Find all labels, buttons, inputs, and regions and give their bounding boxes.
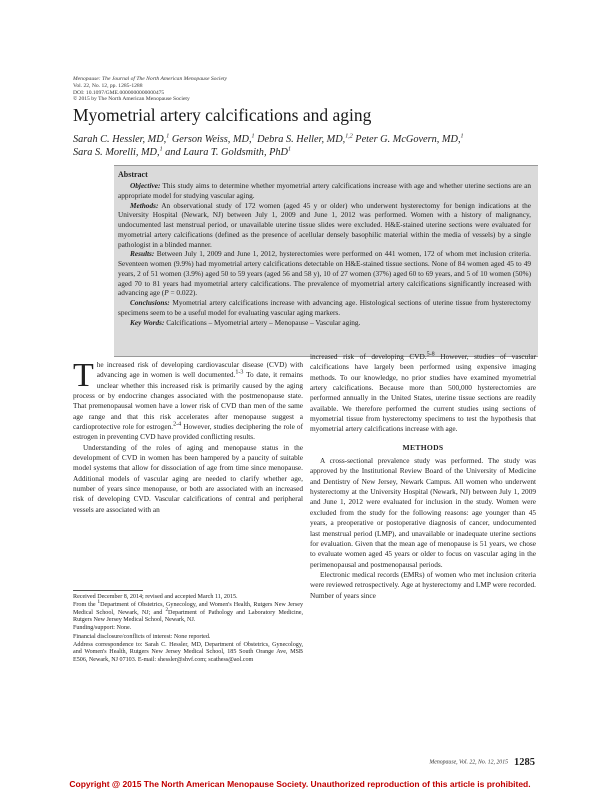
citation: 1-3	[235, 369, 244, 376]
methods-text: An observational study of 172 women (aged 45 y or older) who underwent hysterectomy for benign indications at the University Hospital (Newark, NJ) between July 1, 2009 and June 1, 2012 was performed. Women with a history of malignancy, undocumented last menstrual period, or unavailable uterine tissue slides were excluded. H&E-stained uterine sections were evaluated for myometrial artery calcifications (defined as the presence of acellular densely basophilic material within the media of vessels) by a single pathologist in a blinded manner.	[118, 200, 531, 249]
abstract-objective	[118, 181, 531, 201]
affiliation-text: Department of Pathology and Laboratory Medicine, Rutgers New Jersey Medical School, Newark, NJ.	[73, 609, 304, 624]
body-paragraph: Understanding of the roles of aging and menopause status in the development of CVD in women has been hampered by a paucity of suitable model systems that allow for dissociation of age from time since menopause. Additional models of vascular aging are needed to clarify whether age, number of years since menopause, or both are associated with an increased risk of developing CVD. Vascular calcifications of central and peripheral vessels are associated with an	[73, 442, 303, 514]
keywords-text: Calcifications – Myometrial artery – Menopause – Vascular aging.	[166, 317, 361, 327]
affiliation-mark: 1	[287, 146, 291, 153]
correspondence-address: Address correspondence to: Sarah C. Hessler, MD, Department of Obstetrics, Gynecology, and Women's Health, Rutgers New Jersey Medical School, 185 South Orange Ave, MSB E506, Newark, NJ 07103. E-mail: shessler@shvf.com; scathess@aol.com	[73, 641, 303, 663]
body-text: However, studies deciphering the role of estrogen in preventing CVD have provided conflicting results.	[73, 422, 303, 442]
p-value-symbol: P	[164, 288, 169, 298]
objective-text: This study aims to determine whether myometrial artery calcifications increase with age and whether uterine sections are an appropriate model for studying vascular aging.	[118, 181, 531, 200]
disclosure-note: Financial disclosure/conflicts of interest: None reported.	[73, 633, 211, 640]
methods-heading: METHODS	[402, 442, 444, 452]
abstract-methods	[118, 201, 531, 250]
left-column	[73, 357, 303, 515]
body-text: increased risk of developing CVD.	[310, 352, 427, 361]
citation: 5-8	[426, 351, 435, 358]
affiliation-mark: 1	[251, 133, 255, 140]
received-dates: Received December 8, 2014; revised and accepted March 11, 2015.	[73, 594, 238, 600]
funding-note: Funding/support: None.	[73, 625, 132, 632]
author-name: Debra S. Heller, MD,	[257, 134, 346, 145]
author-name: Peter G. McGovern, MD,	[355, 134, 461, 145]
objective-label: Objective:	[130, 181, 161, 190]
body-paragraph: A cross-sectional prevalence study was performed. The study was approved by the Institutional Review Board of the University of Medicine and Dentistry of New Jersey, Newark Campus. All women who underwent hysterectomy at the University Hospital (Newark, NJ) between July 1, 2009 and June 1, 2012 were evaluated for inclusion in the study. Women were excluded from the study for the following reasons: age younger than 45 years, a preoperative or postoperative diagnosis of cancer, undocumented last menstrual period (LMP), and unavailable or inadequate uterine sections for evaluation. Given that the mean age of menopause is 51 years, we chose to evaluate women aged 45 years or older to focus on vascular aging in the perimenopausal and postmenopausal periods.	[310, 456, 536, 569]
abstract-heading: Abstract	[118, 170, 148, 179]
footnotes	[73, 594, 303, 665]
results-end: = 0.022).	[168, 288, 198, 298]
citation: 2-4	[173, 421, 182, 428]
body-text: However, studies of vascular calcifications have largely been performed using expensive imaging methods. To our knowledge, no prior studies have examined myometrial artery calcifications. Because more than 500,000 hysterectomies are performed annually in the United States, uterine tissue sections are readily available. We therefore performed the current studies using sections of myometrial tissue from hysterectomy specimens to test the hypothesis that myometrial artery calcifications increase with age.	[310, 352, 536, 434]
results-text: Between July 1, 2009 and June 1, 2012, hysterectomies were performed on 441 women, 172 of whom met inclusion criteria. Seventeen women (9.9%) had myometrial artery calcifications detectable on H&E-stained tissue sections. None of 84 women aged 45 to 49 years, 2 of 51 women (3.9%) aged 50 to 59 years (aged 56 and 58 y), 10 of 27 women (37%) aged 60 to 69 years, and 5 of 10 women (50%) aged 70 to 81 years had myometrial artery calcifications. The prevalence of myometrial artery calcifications significantly increased with advancing age (	[118, 249, 531, 298]
affiliation-mark: 1	[159, 146, 163, 153]
affiliations	[73, 599, 304, 625]
footnote-divider	[73, 590, 143, 591]
affiliation-mark: 1	[97, 599, 101, 606]
keywords-label: Key Words:	[130, 317, 165, 327]
body-text: To date, it remains unclear whether this increased risk is primarily caused by the aging process or by endocrine changes associated with the postmenopause state. That premenopausal women have a lower risk of CVD than men of the same age range and that this risk accelerates after menopause suggest a cardioprotective role for estrogen.	[73, 370, 303, 432]
author-name: Sarah C. Hessler, MD,	[73, 134, 167, 145]
affiliation-mark: 2	[165, 606, 169, 613]
results-label: Results:	[130, 249, 155, 259]
methods-label: Methods:	[130, 200, 159, 210]
page-footer	[395, 753, 535, 771]
conclusions-label: Conclusions:	[130, 298, 170, 307]
conclusions-text: Myometrial artery calcifications increase with advancing age. Histological sections of uterine tissue from hysterectomy specimens seem to be a useful model for evaluating vascular aging markers.	[118, 298, 531, 317]
header-copyright: © 2015 by The North American Menopause Society	[73, 96, 190, 103]
drop-cap: T	[73, 357, 94, 394]
right-column	[310, 352, 536, 601]
affiliation-text: From the	[73, 602, 98, 609]
article-title: Myometrial artery calcifications and aging	[73, 105, 372, 125]
abstract-results	[118, 249, 531, 298]
affiliation-mark: 1	[166, 133, 170, 140]
affiliation-mark: 1,2	[345, 133, 353, 140]
abstract-keywords	[118, 318, 531, 328]
author-name: and Laura T. Goldsmith, PhD	[165, 147, 288, 158]
author-name: Gerson Weiss, MD,	[171, 134, 252, 145]
copyright-banner: Copyright @ 2015 The North American Menopause Society. Unauthorized reproduction of this article is prohibited.	[69, 779, 531, 789]
affiliation-mark: 1	[460, 133, 464, 140]
body-paragraph: Electronic medical records (EMRs) of women who met inclusion criteria were reviewed retrospectively. Age at hysterectomy and LMP were recorded. Number of years since	[310, 569, 536, 600]
abstract-body	[118, 181, 531, 327]
page-number: 1285	[514, 756, 535, 768]
affiliation-text: Department of Obstetrics, Gynecology, and Women's Health, Rutgers New Jersey Medical School, Newark, NJ; and	[73, 602, 303, 616]
author-list	[73, 133, 543, 159]
abstract-conclusions	[118, 298, 531, 318]
journal-header	[73, 76, 373, 103]
intro-paragraph	[73, 357, 303, 443]
body-text: he increased risk of developing cardiovascular disease (CVD) with advancing age in women is well documented.	[96, 360, 303, 380]
journal-name: Menopause: The Journal of The North American Menopause Society	[73, 76, 228, 82]
footer-journal: Menopause, Vol. 22, No. 12, 2015	[429, 759, 508, 766]
doi: DOI: 10.1097/GME.0000000000000475	[73, 89, 165, 96]
volume-info: Vol. 22, No. 12, pp. 1285-1288	[73, 82, 143, 89]
author-name: Sara S. Morelli, MD,	[73, 147, 160, 158]
body-paragraph	[310, 352, 536, 435]
